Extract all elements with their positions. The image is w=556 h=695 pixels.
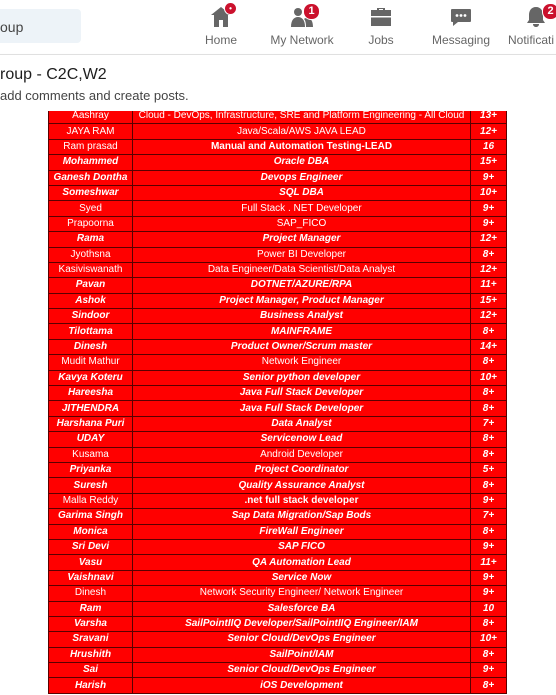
cell-exp: 9+ (471, 586, 507, 601)
cell-name: Sravani (49, 632, 133, 647)
cell-name: Dinesh (49, 586, 133, 601)
cell-role: SQL DBA (133, 185, 471, 200)
cell-exp: 10+ (471, 632, 507, 647)
cell-name: Vaishnavi (49, 570, 133, 585)
cell-name: Harish (49, 678, 133, 693)
cell-exp: 11+ (471, 555, 507, 570)
cell-name: Ram (49, 601, 133, 616)
cell-role: Network Security Engineer/ Network Engineer (133, 586, 471, 601)
table-row (49, 586, 507, 601)
cell-name: Hrushith (49, 647, 133, 662)
cell-name: Mudit Mathur (49, 355, 133, 370)
table-row (49, 355, 507, 370)
cell-role: Salesforce BA (133, 601, 471, 616)
cell-exp: 15+ (471, 293, 507, 308)
cell-exp: 12+ (471, 309, 507, 324)
cell-role: Data Analyst (133, 416, 471, 431)
table-row (49, 647, 507, 662)
cell-role: Network Engineer (133, 355, 471, 370)
table-row (49, 185, 507, 200)
cell-role: Project Coordinator (133, 462, 471, 477)
cell-name: Vasu (49, 555, 133, 570)
table-row (49, 509, 507, 524)
nav-notifications-label: Notificati (508, 33, 555, 47)
cell-role: Full Stack . NET Developer (133, 201, 471, 216)
cell-name: Prapoorna (49, 216, 133, 231)
cell-exp: 10 (471, 601, 507, 616)
search-text: oup (0, 19, 24, 35)
post-image-area (0, 111, 556, 695)
cell-exp: 11+ (471, 278, 507, 293)
table-row (49, 370, 507, 385)
cell-name: Kasiviswanath (49, 262, 133, 277)
cell-exp: 8+ (471, 432, 507, 447)
cell-exp: 8+ (471, 401, 507, 416)
cell-role: Cloud - DevOps, Infrastructure, SRE and Platform Engineering - All Cloud (133, 111, 471, 124)
cell-name: Sai (49, 663, 133, 678)
cell-role: Java Full Stack Developer (133, 401, 471, 416)
cell-role: Project Manager (133, 232, 471, 247)
cell-name: Syed (49, 201, 133, 216)
table-row (49, 493, 507, 508)
cell-exp: 8+ (471, 647, 507, 662)
table-row (49, 324, 507, 339)
cell-name: UDAY (49, 432, 133, 447)
cell-exp: 9+ (471, 570, 507, 585)
table-row (49, 386, 507, 401)
cell-role: Servicenow Lead (133, 432, 471, 447)
cell-exp: 8+ (471, 478, 507, 493)
cell-exp: 8+ (471, 386, 507, 401)
cell-name: Monica (49, 524, 133, 539)
top-navbar (0, 0, 556, 54)
table-row (49, 555, 507, 570)
cell-name: Ram prasad (49, 139, 133, 154)
table-row (49, 616, 507, 631)
cell-name: Tilottama (49, 324, 133, 339)
cell-role: SailPointIIQ Developer/SailPointIIQ Engineer/IAM (133, 616, 471, 631)
cell-exp: 12+ (471, 232, 507, 247)
cell-name: Someshwar (49, 185, 133, 200)
table-row (49, 201, 507, 216)
cell-role: Java Full Stack Developer (133, 386, 471, 401)
table-row (49, 570, 507, 585)
cell-name: Suresh (49, 478, 133, 493)
cell-role: MAINFRAME (133, 324, 471, 339)
cell-name: Rama (49, 232, 133, 247)
cell-name: Mohammed (49, 155, 133, 170)
cell-exp: 12+ (471, 124, 507, 139)
cell-exp: 9+ (471, 201, 507, 216)
cell-role: Senior Cloud/DevOps Engineer (133, 632, 471, 647)
cell-exp: 10+ (471, 185, 507, 200)
cell-exp: 5+ (471, 462, 507, 477)
cell-role: Manual and Automation Testing-LEAD (133, 139, 471, 154)
cell-role: Project Manager, Product Manager (133, 293, 471, 308)
cell-exp: 9+ (471, 663, 507, 678)
cell-name: Harshana Puri (49, 416, 133, 431)
table-row (49, 339, 507, 354)
table-row (49, 678, 507, 693)
cell-role: Android Developer (133, 447, 471, 462)
cell-role: Data Engineer/Data Scientist/Data Analyst (133, 262, 471, 277)
cell-exp: 9+ (471, 170, 507, 185)
table-row (49, 432, 507, 447)
cell-exp: 16 (471, 139, 507, 154)
cell-exp: 8+ (471, 247, 507, 262)
table-row (49, 524, 507, 539)
cell-name: Pavan (49, 278, 133, 293)
cell-name: Malla Reddy (49, 493, 133, 508)
table-row (49, 155, 507, 170)
briefcase-icon (369, 5, 393, 29)
nav-home-label: Home (204, 33, 237, 47)
cell-role: Product Owner/Scrum master (133, 339, 471, 354)
cell-exp: 7+ (471, 509, 507, 524)
group-title[interactable]: roup - C2C,W2 (0, 66, 107, 83)
cell-exp: 10+ (471, 370, 507, 385)
group-subtitle: add comments and create posts. (0, 88, 189, 103)
table-row (49, 293, 507, 308)
cell-role: SailPoint/IAM (133, 647, 471, 662)
cell-exp: 8+ (471, 678, 507, 693)
table-row (49, 111, 507, 124)
table-row (49, 247, 507, 262)
cell-name: Kusama (49, 447, 133, 462)
candidate-table (48, 111, 507, 694)
cell-name: Sri Devi (49, 539, 133, 554)
messaging-icon (449, 5, 473, 29)
cell-name: Garima Singh (49, 509, 133, 524)
nav-messaging-label: Messaging (431, 33, 491, 47)
table-row (49, 216, 507, 231)
home-dot-badge: • (224, 2, 237, 15)
cell-role: Service Now (133, 570, 471, 585)
notifications-badge: 2 (542, 3, 556, 20)
cell-role: QA Automation Lead (133, 555, 471, 570)
cell-exp: 12+ (471, 262, 507, 277)
table-row (49, 309, 507, 324)
cell-exp: 8+ (471, 447, 507, 462)
nav-network-label: My Network (270, 33, 334, 47)
table-row (49, 663, 507, 678)
cell-name: Varsha (49, 616, 133, 631)
cell-name: Ashok (49, 293, 133, 308)
cell-role: SAP_FICO (133, 216, 471, 231)
cell-exp: 9+ (471, 493, 507, 508)
search-input[interactable] (0, 9, 81, 43)
table-row (49, 139, 507, 154)
cell-name: Priyanka (49, 462, 133, 477)
cell-role: FireWall Engineer (133, 524, 471, 539)
nav-jobs[interactable] (364, 5, 398, 47)
nav-notifications[interactable] (506, 5, 556, 47)
cell-role: Senior Cloud/DevOps Engineer (133, 663, 471, 678)
cell-role: DOTNET/AZURE/RPA (133, 278, 471, 293)
cell-exp: 8+ (471, 524, 507, 539)
table-row (49, 462, 507, 477)
cell-exp: 8+ (471, 355, 507, 370)
group-header (0, 54, 556, 111)
cell-role: .net full stack developer (133, 493, 471, 508)
network-badge: 1 (303, 3, 320, 20)
table-row (49, 124, 507, 139)
cell-name: JAYA RAM (49, 124, 133, 139)
table-row (49, 401, 507, 416)
cell-name: Ganesh Dontha (49, 170, 133, 185)
cell-role: Devops Engineer (133, 170, 471, 185)
cell-exp: 7+ (471, 416, 507, 431)
cell-role: Oracle DBA (133, 155, 471, 170)
cell-exp: 14+ (471, 339, 507, 354)
table-row (49, 478, 507, 493)
cell-name: JITHENDRA (49, 401, 133, 416)
cell-exp: 9+ (471, 216, 507, 231)
cell-name: Jyothsna (49, 247, 133, 262)
nav-home[interactable] (203, 5, 239, 47)
table-row (49, 447, 507, 462)
table-row (49, 262, 507, 277)
cell-exp: 9+ (471, 539, 507, 554)
table-row (49, 232, 507, 247)
candidate-table-body (49, 111, 507, 693)
table-row (49, 416, 507, 431)
cell-role: iOS Development (133, 678, 471, 693)
cell-role: Business Analyst (133, 309, 471, 324)
cell-name: Kavya Koteru (49, 370, 133, 385)
cell-exp: 13+ (471, 111, 507, 124)
cell-exp: 8+ (471, 324, 507, 339)
cell-role: Java/Scala/AWS JAVA LEAD (133, 124, 471, 139)
cell-name: Hareesha (49, 386, 133, 401)
cell-name: Sindoor (49, 309, 133, 324)
cell-role: Quality Assurance Analyst (133, 478, 471, 493)
nav-messaging[interactable] (431, 5, 491, 47)
cell-exp: 8+ (471, 616, 507, 631)
cell-exp: 15+ (471, 155, 507, 170)
cell-role: Power BI Developer (133, 247, 471, 262)
cell-name: Aashray (49, 111, 133, 124)
nav-my-network[interactable] (267, 5, 337, 47)
table-row (49, 278, 507, 293)
cell-role: Sap Data Migration/Sap Bods (133, 509, 471, 524)
table-row (49, 632, 507, 647)
cell-name: Dinesh (49, 339, 133, 354)
table-row (49, 170, 507, 185)
table-row (49, 539, 507, 554)
cell-role: SAP FICO (133, 539, 471, 554)
table-row (49, 601, 507, 616)
cell-role: Senior python developer (133, 370, 471, 385)
nav-jobs-label: Jobs (368, 33, 394, 47)
